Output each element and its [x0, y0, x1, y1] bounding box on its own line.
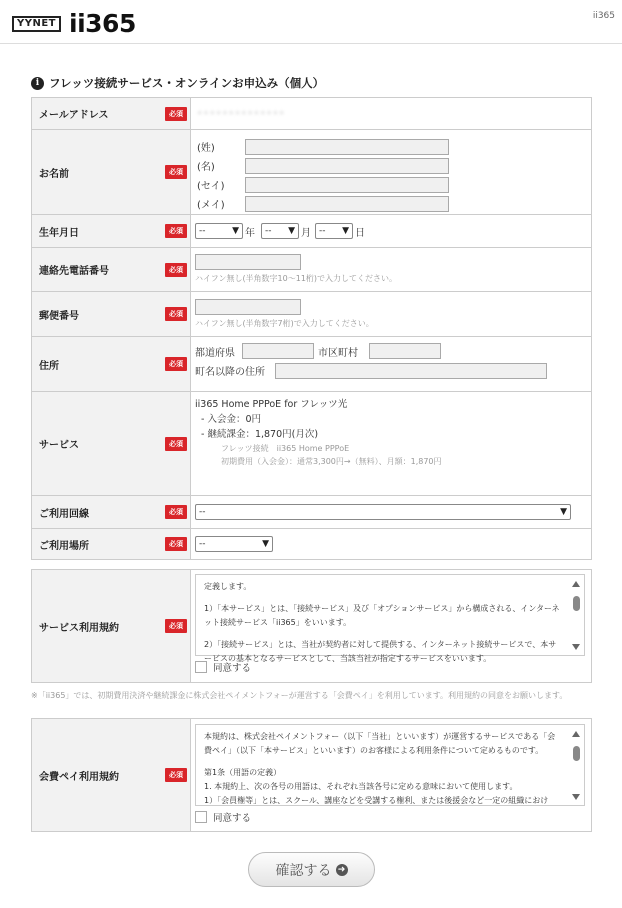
service-terms-row [32, 570, 591, 682]
birth-day-select[interactable] [315, 223, 353, 239]
service-monthly-fee: - 継続課金：1,870円(月次) [201, 429, 319, 440]
first-name-kana-input[interactable] [245, 196, 449, 212]
service-terms-box [31, 569, 592, 683]
email-label-cell [32, 98, 191, 129]
kaihi-terms-box [31, 718, 592, 832]
application-form [31, 97, 592, 560]
phone-row [32, 248, 591, 292]
chevron-down-icon: ▼ [342, 226, 349, 236]
birth-month-value: -- [265, 226, 272, 236]
postal-label-cell [32, 292, 191, 336]
first-name-label: (名) [197, 162, 215, 173]
birth-month-select[interactable] [261, 223, 299, 239]
line-row [32, 496, 591, 529]
name-label-cell [32, 130, 191, 214]
confirm-button-label: 確認する [275, 862, 332, 879]
brand-logo-small: YYNET [12, 16, 61, 32]
terms-line: 1）「本サービス」とは、「接続サービス」及び「オプションサービス」から構成される、インターネット接続サービス「ii365」をいいます。 [204, 604, 560, 627]
birthdate-label: 生年月日 [39, 227, 79, 239]
city-label: 市区町村 [318, 347, 358, 359]
kaihi-line: 本規約は、株式会社ペイメントフォー（以下「当社」といいます）が運営するサービスである「会費ペイ」（以下「本サービス」といいます）のお客様による利用条件について定めるものです。 [204, 732, 556, 755]
postal-row [32, 292, 591, 337]
kaihi-terms-value-cell [191, 719, 591, 831]
line-select-value: -- [199, 507, 206, 517]
terms-scrollbar[interactable] [572, 579, 581, 652]
last-name-line [197, 137, 585, 156]
kaihi-line [204, 758, 562, 766]
last-name-kana-label: (セイ) [197, 181, 225, 192]
terms-line: 定義します。 [204, 582, 252, 591]
line-label-cell [32, 496, 191, 528]
service-name: ii365 Home PPPoE for フレッツ光 [195, 399, 348, 410]
last-name-kana-input[interactable] [245, 177, 449, 193]
kaihi-terms-checkbox[interactable] [195, 811, 207, 823]
kaihi-terms-label: 会費ペイ利用規約 [39, 771, 119, 783]
street-label: 町名以降の住所 [195, 367, 265, 378]
last-name-kana-line [197, 175, 585, 194]
place-value-cell [191, 529, 591, 559]
place-select-value: -- [199, 539, 206, 549]
scroll-thumb[interactable] [573, 746, 580, 761]
prefecture-label: 都道府県 [195, 347, 235, 359]
scroll-up-arrow-icon[interactable] [572, 581, 580, 587]
page-title-text: フレッツ接続サービス・オンラインお申込み（個人） [49, 76, 325, 90]
service-terms-agree-label: 同意する [213, 663, 252, 674]
page-header [0, 0, 622, 44]
month-unit: 月 [301, 227, 311, 239]
service-terms-value-cell [191, 570, 591, 682]
name-value-cell [191, 130, 591, 214]
service-terms-scrollbox[interactable] [195, 574, 585, 663]
required-badge: 必須 [165, 505, 187, 519]
place-row [32, 529, 591, 559]
service-sub-name: フレッツ接続 ii365 Home PPPoE [221, 444, 350, 453]
terms-line [204, 630, 562, 638]
kaihi-line: 第1条（用語の定義） [204, 768, 282, 777]
scroll-down-arrow-icon[interactable] [572, 794, 580, 800]
street-input[interactable] [275, 363, 547, 379]
email-value-cell [191, 98, 591, 129]
first-name-kana-label: (メイ) [197, 200, 225, 211]
terms-line [204, 594, 562, 602]
birth-day-value: -- [319, 226, 326, 236]
postal-code-input[interactable] [195, 299, 301, 315]
scroll-up-arrow-icon[interactable] [572, 731, 580, 737]
postal-hint: ハイフン無し(半角数字7桁)で入力してください。 [195, 319, 374, 328]
info-icon: i [31, 77, 44, 90]
terms-line: 2）「接続サービス」とは、当社が契約者に対して提供する、インターネット接続サービスで、本サービスの基本となるサービスとして、当該当社が指定するサービスをいいます。 [204, 640, 557, 663]
phone-label: 連絡先電話番号 [39, 266, 109, 277]
address-line-1 [195, 342, 585, 360]
place-select[interactable] [195, 536, 273, 552]
day-unit: 日 [355, 227, 365, 239]
brand-logo-main: ii365 [69, 9, 136, 38]
chevron-down-icon: ▼ [288, 226, 295, 236]
service-terms-label-cell [32, 570, 191, 682]
service-terms-label: サービス利用規約 [39, 622, 119, 634]
required-badge: 必須 [165, 357, 187, 371]
name-label: お名前 [39, 168, 69, 180]
scroll-thumb[interactable] [573, 596, 580, 611]
email-row [32, 98, 591, 130]
kaihi-terms-label-cell [32, 719, 191, 831]
kaihi-terms-agree-label: 同意する [213, 813, 252, 824]
birthdate-label-cell [32, 215, 191, 247]
phone-label-cell [32, 248, 191, 291]
service-initial-fee: - 入会金：0円 [201, 414, 261, 425]
birth-year-value: -- [199, 226, 206, 236]
address-row [32, 337, 591, 392]
scroll-down-arrow-icon[interactable] [572, 644, 580, 650]
brand-logo[interactable] [12, 10, 136, 38]
first-name-line [197, 156, 585, 175]
chevron-down-icon: ▼ [262, 539, 269, 549]
phone-hint: ハイフン無し(半角数字10～11桁)で入力してください。 [195, 274, 398, 283]
email-value: •••••••••••••• [197, 108, 286, 119]
phone-value-cell [191, 248, 591, 291]
service-label-cell [32, 392, 191, 495]
postal-label: 郵便番号 [39, 310, 79, 322]
required-badge: 必須 [165, 224, 187, 238]
email-label: メールアドレス [39, 110, 109, 121]
place-label: ご利用場所 [39, 540, 89, 552]
address-label: 住所 [39, 360, 59, 372]
kaihi-terms-scrollbox[interactable] [195, 724, 585, 806]
kaihi-scrollbar[interactable] [572, 729, 581, 802]
address-line-2 [195, 360, 585, 381]
address-label-cell [32, 337, 191, 391]
address-value-cell [191, 337, 591, 391]
prefecture-input[interactable] [242, 343, 314, 359]
line-label: ご利用回線 [39, 508, 89, 520]
phone-input[interactable] [195, 254, 301, 270]
required-badge: 必須 [165, 768, 187, 782]
birthdate-row [32, 215, 591, 248]
required-badge: 必須 [165, 619, 187, 633]
kaihi-terms-row [32, 719, 591, 831]
header-corner-text: ii365 [592, 11, 615, 21]
chevron-down-icon: ▼ [560, 507, 567, 517]
line-value-cell [191, 496, 591, 528]
service-value-cell [191, 392, 591, 495]
last-name-label: (姓) [197, 143, 215, 154]
required-badge: 必須 [165, 437, 187, 451]
required-badge: 必須 [165, 263, 187, 277]
service-row [32, 392, 591, 496]
year-unit: 年 [245, 227, 255, 239]
postal-value-cell [191, 292, 591, 336]
required-badge: 必須 [165, 107, 187, 121]
service-label: サービス [39, 440, 79, 451]
place-label-cell [32, 529, 191, 559]
page-title [31, 75, 324, 91]
birthdate-value-cell [191, 215, 591, 247]
required-badge: 必須 [165, 307, 187, 321]
chevron-down-icon: ▼ [232, 226, 239, 236]
required-badge: 必須 [165, 165, 187, 179]
city-input[interactable] [369, 343, 441, 359]
payment-note: ※「ii365」では、初期費用決済や継続課金に株式会社ペイメントフォーが運営する「会費ペイ」を利用しています。利用規約の同意をお願いします。 [31, 691, 568, 700]
kaihi-line: 1. 本規約上、次の各号の用語は、それぞれ当該各号に定める意味において使用します。 [204, 782, 518, 791]
first-name-kana-line [197, 194, 585, 213]
kaihi-terms-agree[interactable] [195, 810, 585, 824]
last-name-input[interactable] [245, 139, 449, 155]
birth-year-select[interactable] [195, 223, 243, 239]
first-name-input[interactable] [245, 158, 449, 174]
kaihi-line: 1）「会員権等」とは、スクール、講座などを受講する権利、または後援会など一定の組織におけ [204, 796, 549, 805]
arrow-right-icon: ➜ [336, 864, 348, 876]
required-badge: 必須 [165, 537, 187, 551]
service-sub-fees: 初期費用（入会金）：通常3,300円→（無料）、月額：1,870円 [221, 457, 442, 466]
name-row [32, 130, 591, 215]
confirm-button[interactable] [248, 852, 375, 887]
line-select[interactable] [195, 504, 571, 520]
